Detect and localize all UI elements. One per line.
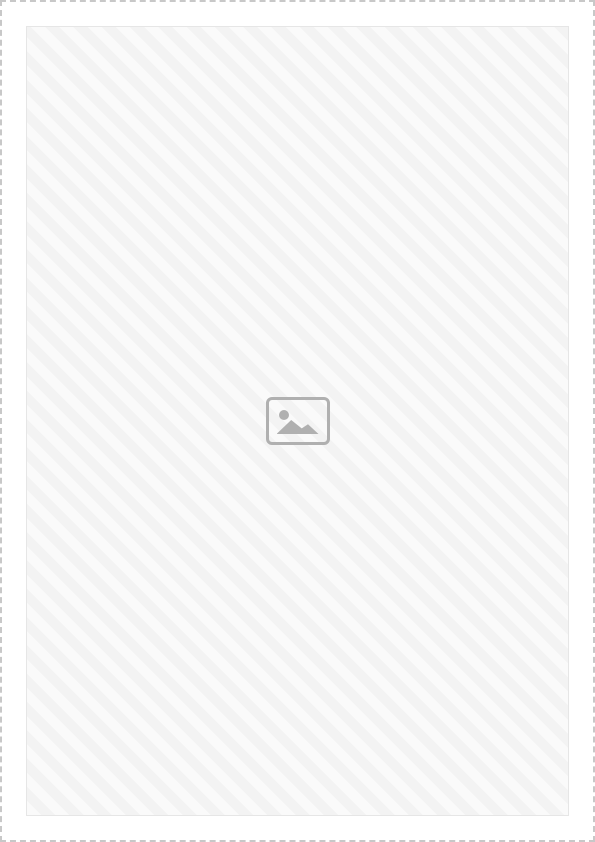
- missing-image-placeholder: [26, 26, 569, 816]
- image-icon: [266, 397, 330, 445]
